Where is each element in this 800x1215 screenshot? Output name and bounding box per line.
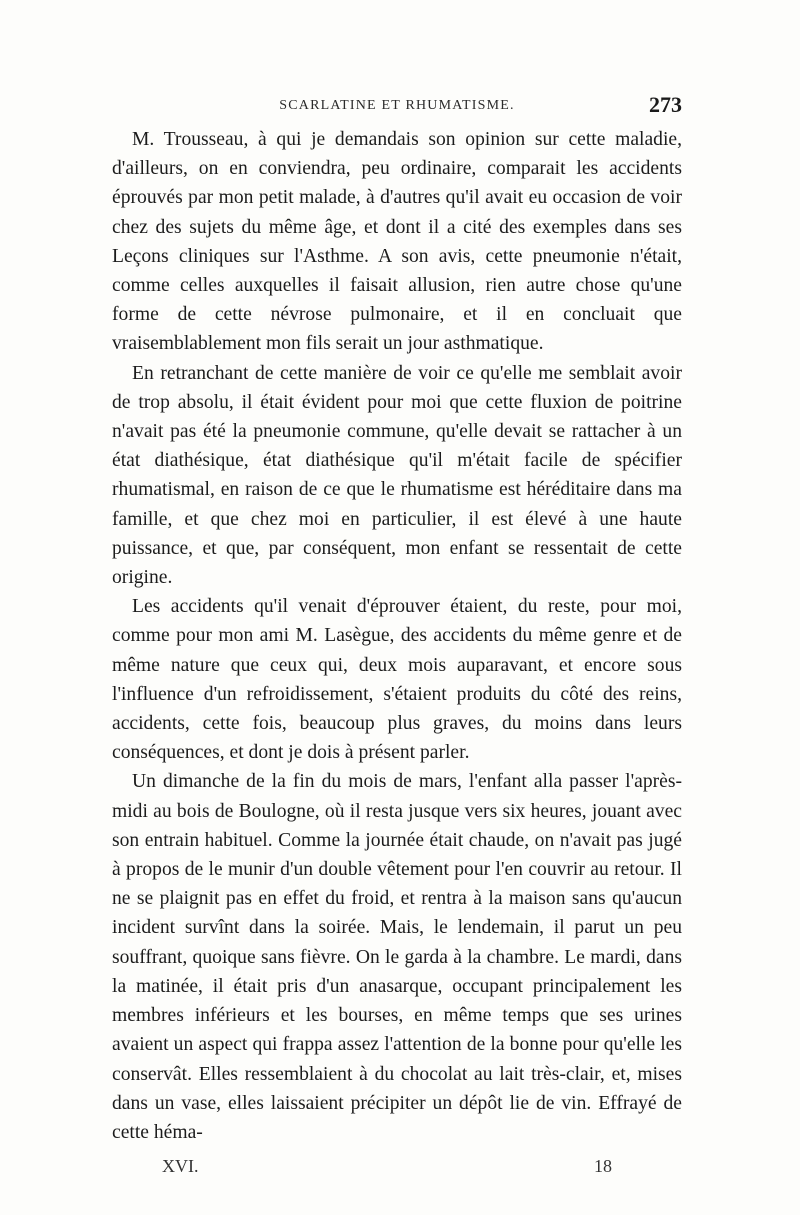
paragraph-3: Les accidents qu'il venait d'éprouver étaient, du reste, pour moi, comme pour mon ami M. Lasègue, des accidents du même genre et de même nature que ceux qui, deux mois auparavant, et encore sous l'influence d'un refroidissement, s'étaient produits du côté des reins, accidents, cette fois, beaucoup plus graves, du moins dans leurs conséquences, et dont je dois à présent parler. — [112, 596, 682, 764]
signature-line — [112, 1156, 682, 1186]
signature-mark-left: XVI. — [162, 1156, 199, 1176]
page-number: 273 — [649, 92, 682, 117]
running-head — [112, 92, 682, 122]
running-title: SCARLATINE ET RHUMATISME. — [279, 98, 515, 113]
paragraph-2: En retranchant de cette manière de voir ce qu'elle me semblait avoir de trop absolu, il était évident pour moi que cette fluxion de poitrine n'avait pas été la pneumonie commune, qu'elle devait se rattacher à un état diathésique, état diathésique qu'il m'était facile de spécifier rhumatismal, en raison de ce que le rhumatisme est héréditaire dans ma famille, et que chez moi en particulier, il est élevé à une haute puissance, et que, par conséquent, mon enfant se ressentait de cette origine. — [112, 362, 682, 589]
signature-mark-right: 18 — [594, 1156, 612, 1176]
paragraph-1: M. Trousseau, à qui je demandais son opinion sur cette maladie, d'ailleurs, on en conviendra, peu ordinaire, comparait les accidents éprouvés par mon petit malade, à d'autres qu'il avait eu occasion de voir chez des sujets du même âge, et dont il a cité des exemples dans ses Leçons cliniques sur l'Asthme. A son avis, cette pneumonie n'était, comme celles auxquelles il faisait allusion, rien autre chose qu'une forme de cette névrose pulmonaire, et il en concluait que vraisemblablement mon fils serait un jour asthmatique. — [112, 129, 682, 355]
body-text — [112, 125, 682, 1147]
paragraph-4: Un dimanche de la fin du mois de mars, l'enfant alla passer l'après-midi au bois de Boulogne, où il resta jusque vers six heures, jouant avec son entrain habituel. Comme la journée était chaude, on n'avait pas jugé à propos de le munir d'un double vêtement pour l'en couvrir au retour. Il ne se plaignit pas en effet du froid, et rentra à la maison sans qu'aucun incident survînt dans la soirée. Mais, le lendemain, il parut un peu souffrant, quoique sans fièvre. On le garda à la chambre. Le mardi, dans la matinée, il était pris d'un anasarque, occupant principalement les membres inférieurs et les bourses, en même temps que ses urines avaient un aspect qui frappa assez l'attention de la bonne pour qu'elle les conservât. Elles ressemblaient à du chocolat au lait très-clair, et, mises dans un vase, elles laissaient précipiter un dépôt lie de vin. Effrayé de cette héma- — [112, 771, 682, 1143]
